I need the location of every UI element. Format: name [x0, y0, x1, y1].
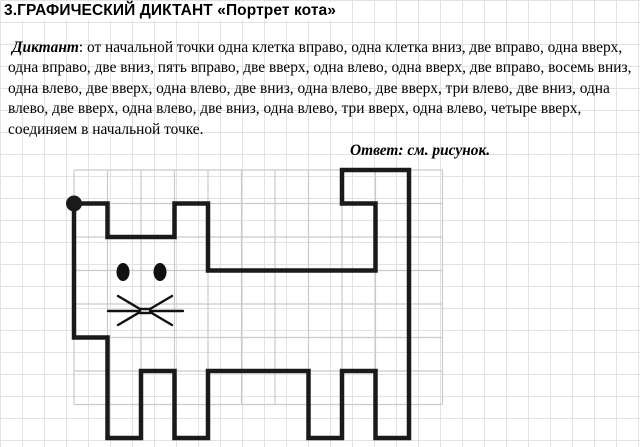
- dictation-lead: Диктант: [12, 39, 79, 56]
- answer-note: Ответ: см. рисунок.: [350, 142, 491, 159]
- dictation-text: : от начальной точки одна клетка вправо, одна клетка вниз, две вправо, одна вверх, одна вправо, две вниз, пять вправо, две вверх, одна влево, одна вверх, две вправо, восемь вниз, одна влево, две вверх, одна влево, две вниз, одна влево, две вверх, три влево, две вниз, одна влево, две вверх, одна влево, две вниз, одна влево, три вверх, одна влево, четыре вверх, соединяем в начальной точке.: [8, 39, 632, 138]
- cat-eye-left: [117, 263, 130, 281]
- whiskers-left: [108, 296, 140, 325]
- cat-whiskers: [108, 296, 183, 325]
- page-title: 3.ГРАФИЧЕСКИЙ ДИКТАНТ «Портрет кота»: [4, 2, 340, 20]
- cat-eye-right: [154, 263, 167, 281]
- whiskers-right: [150, 296, 183, 325]
- start-point-dot: [66, 196, 82, 212]
